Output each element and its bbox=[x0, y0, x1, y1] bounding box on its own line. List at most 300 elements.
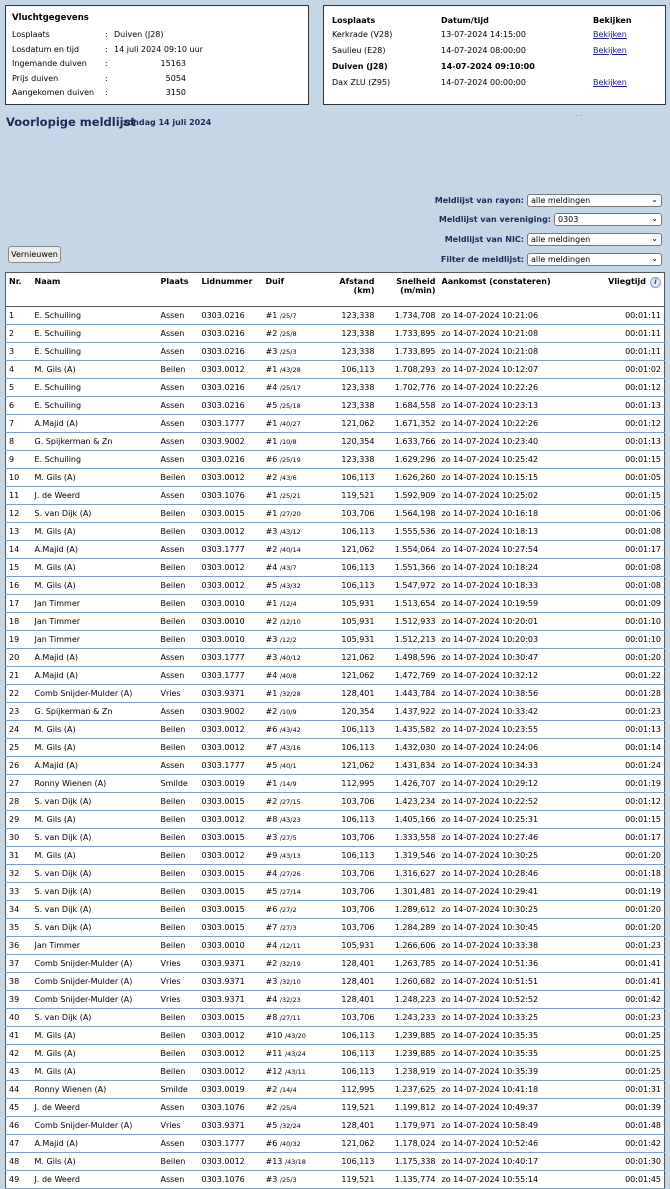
table-row bbox=[6, 577, 665, 595]
cell-duif bbox=[263, 559, 323, 577]
cell-vliegtijd: 00:01:28 bbox=[587, 685, 665, 703]
duif-sub: /25/18 bbox=[279, 402, 301, 410]
duif-number: #1 bbox=[265, 689, 278, 698]
cell-snelheid: 1.626,260 bbox=[378, 469, 439, 487]
cell-snelheid: 1.708,293 bbox=[378, 361, 439, 379]
cell-snelheid: 1.239,885 bbox=[378, 1027, 439, 1045]
cell-aankomst: zo 14-07-2024 10:52:46 bbox=[439, 1135, 587, 1153]
cell-duif bbox=[263, 415, 323, 433]
page-date: zondag 14 juli 2024 bbox=[123, 118, 212, 127]
cell-afstand: 112,995 bbox=[323, 1081, 378, 1099]
cell-afstand: 123,338 bbox=[323, 307, 378, 325]
cell-aankomst: zo 14-07-2024 10:18:24 bbox=[439, 559, 587, 577]
cell-aankomst: zo 14-07-2024 10:22:26 bbox=[439, 415, 587, 433]
cell-snelheid: 1.135,774 bbox=[378, 1171, 439, 1189]
cell-afstand: 103,706 bbox=[323, 919, 378, 937]
duif-sub: /32/10 bbox=[279, 978, 301, 986]
table-row bbox=[6, 325, 665, 343]
flight-info-colon: : bbox=[105, 88, 108, 97]
cell-afstand: 128,401 bbox=[323, 991, 378, 1009]
duif-sub: /43/18 bbox=[284, 1158, 306, 1166]
cell-snelheid: 1.555,536 bbox=[378, 523, 439, 541]
cell-duif bbox=[263, 505, 323, 523]
cell-duif bbox=[263, 325, 323, 343]
cell-afstand: 128,401 bbox=[323, 973, 378, 991]
table-row bbox=[6, 829, 665, 847]
cell-snelheid: 1.248,223 bbox=[378, 991, 439, 1009]
cell-nr: 4 bbox=[6, 361, 32, 379]
cell-aankomst: zo 14-07-2024 10:20:01 bbox=[439, 613, 587, 631]
duif-sub: /27/20 bbox=[279, 510, 301, 518]
filter-select-nic[interactable] bbox=[527, 233, 662, 246]
cell-afstand: 106,113 bbox=[323, 1045, 378, 1063]
filter-selected-value: alle meldingen bbox=[531, 255, 591, 264]
table-row bbox=[6, 667, 665, 685]
filter-select-rayon[interactable] bbox=[527, 194, 662, 207]
duif-sub: /32/24 bbox=[279, 1122, 301, 1130]
table-row bbox=[6, 1045, 665, 1063]
cell-lidnummer: 0303.0012 bbox=[199, 1027, 263, 1045]
cell-nr: 33 bbox=[6, 883, 32, 901]
cell-snelheid: 1.199,812 bbox=[378, 1099, 439, 1117]
cell-plaats: Assen bbox=[158, 757, 199, 775]
cell-lidnummer: 0303.1777 bbox=[199, 667, 263, 685]
cell-plaats: Vries bbox=[158, 1117, 199, 1135]
duif-sub: /25/17 bbox=[279, 384, 301, 392]
cell-naam: M. Gils (A) bbox=[32, 811, 158, 829]
cell-duif bbox=[263, 901, 323, 919]
flight-info-value: Duiven (J28) bbox=[114, 30, 164, 39]
flight-info-label: Ingemande duiven bbox=[12, 59, 87, 68]
cell-duif bbox=[263, 973, 323, 991]
chevron-down-icon: ⌄ bbox=[651, 234, 658, 243]
cell-nr: 45 bbox=[6, 1099, 32, 1117]
cell-afstand: 128,401 bbox=[323, 955, 378, 973]
cell-naam: S. van Dijk (A) bbox=[32, 919, 158, 937]
cell-duif bbox=[263, 1171, 323, 1189]
cell-lidnummer: 0303.0216 bbox=[199, 451, 263, 469]
cell-afstand: 123,338 bbox=[323, 451, 378, 469]
cell-snelheid: 1.734,708 bbox=[378, 307, 439, 325]
duif-sub: /12/10 bbox=[279, 618, 301, 626]
flight-info-label: Losplaats bbox=[12, 30, 50, 39]
cell-vliegtijd: 00:01:10 bbox=[587, 631, 665, 649]
cell-afstand: 106,113 bbox=[323, 577, 378, 595]
cell-lidnummer: 0303.9371 bbox=[199, 955, 263, 973]
cell-duif bbox=[263, 811, 323, 829]
cell-lidnummer: 0303.0015 bbox=[199, 901, 263, 919]
cell-duif bbox=[263, 1027, 323, 1045]
cell-naam: J. de Weerd bbox=[32, 1099, 158, 1117]
refresh-button[interactable]: Vernieuwen bbox=[8, 246, 61, 263]
duif-number: #4 bbox=[265, 383, 278, 392]
table-row bbox=[6, 1081, 665, 1099]
duif-sub: /25/7 bbox=[279, 312, 297, 320]
cell-duif bbox=[263, 739, 323, 757]
cell-aankomst: zo 14-07-2024 10:18:33 bbox=[439, 577, 587, 595]
cell-afstand: 119,521 bbox=[323, 487, 378, 505]
duif-number: #3 bbox=[265, 635, 278, 644]
cell-nr: 39 bbox=[6, 991, 32, 1009]
snelheid-label: Snelheid bbox=[396, 277, 436, 286]
cell-aankomst: zo 14-07-2024 10:30:45 bbox=[439, 919, 587, 937]
duif-number: #5 bbox=[265, 761, 278, 770]
cell-snelheid: 1.684,558 bbox=[378, 397, 439, 415]
cell-plaats: Beilen bbox=[158, 829, 199, 847]
cell-nr: 10 bbox=[6, 469, 32, 487]
cell-naam: E. Schuiling bbox=[32, 397, 158, 415]
table-row bbox=[6, 901, 665, 919]
page-title: Voorlopige meldlijst bbox=[6, 115, 136, 129]
cell-afstand: 121,062 bbox=[323, 667, 378, 685]
cell-naam: J. de Weerd bbox=[32, 487, 158, 505]
view-release-link[interactable]: Bekijken bbox=[593, 46, 627, 55]
cell-vliegtijd: 00:01:17 bbox=[587, 829, 665, 847]
duif-number: #8 bbox=[265, 815, 278, 824]
cell-lidnummer: 0303.0216 bbox=[199, 325, 263, 343]
duif-sub: /43/11 bbox=[284, 1068, 306, 1076]
cell-lidnummer: 0303.1777 bbox=[199, 757, 263, 775]
cell-aankomst: zo 14-07-2024 10:30:25 bbox=[439, 847, 587, 865]
cell-lidnummer: 0303.0012 bbox=[199, 1153, 263, 1171]
cell-afstand: 121,062 bbox=[323, 649, 378, 667]
cell-aankomst: zo 14-07-2024 10:27:46 bbox=[439, 829, 587, 847]
cell-lidnummer: 0303.0015 bbox=[199, 505, 263, 523]
release-datetime: 14-07-2024 00:00:00 bbox=[441, 78, 526, 87]
cell-naam: M. Gils (A) bbox=[32, 1153, 158, 1171]
cell-duif bbox=[263, 1009, 323, 1027]
cell-snelheid: 1.175,338 bbox=[378, 1153, 439, 1171]
snelheid-unit: (m/min) bbox=[400, 286, 436, 295]
flight-info-colon: : bbox=[105, 30, 108, 39]
release-datetime: 13-07-2024 14:15:00 bbox=[441, 30, 526, 39]
cell-naam: M. Gils (A) bbox=[32, 577, 158, 595]
filter-select-vereniging[interactable] bbox=[554, 213, 662, 226]
cell-naam: S. van Dijk (A) bbox=[32, 505, 158, 523]
cell-plaats: Assen bbox=[158, 541, 199, 559]
cell-aankomst: zo 14-07-2024 10:21:06 bbox=[439, 307, 587, 325]
cell-plaats: Beilen bbox=[158, 1009, 199, 1027]
cell-snelheid: 1.263,785 bbox=[378, 955, 439, 973]
info-icon[interactable]: i bbox=[650, 277, 661, 288]
table-row bbox=[6, 991, 665, 1009]
cell-vliegtijd: 00:01:14 bbox=[587, 739, 665, 757]
cell-snelheid: 1.423,234 bbox=[378, 793, 439, 811]
cell-lidnummer: 0303.9371 bbox=[199, 991, 263, 1009]
cell-snelheid: 1.289,612 bbox=[378, 901, 439, 919]
cell-aankomst: zo 14-07-2024 10:18:13 bbox=[439, 523, 587, 541]
duif-sub: /43/12 bbox=[279, 528, 301, 536]
cell-afstand: 106,113 bbox=[323, 721, 378, 739]
results-table bbox=[5, 272, 665, 1189]
cell-duif bbox=[263, 865, 323, 883]
cell-nr: 24 bbox=[6, 721, 32, 739]
duif-sub: /27/15 bbox=[279, 798, 301, 806]
cell-snelheid: 1.633,766 bbox=[378, 433, 439, 451]
cell-nr: 30 bbox=[6, 829, 32, 847]
table-row bbox=[6, 631, 665, 649]
cell-lidnummer: 0303.1777 bbox=[199, 649, 263, 667]
cell-snelheid: 1.238,919 bbox=[378, 1063, 439, 1081]
cell-aankomst: zo 14-07-2024 10:35:39 bbox=[439, 1063, 587, 1081]
cell-snelheid: 1.333,558 bbox=[378, 829, 439, 847]
duif-sub: /43/6 bbox=[279, 474, 297, 482]
cell-naam: E. Schuiling bbox=[32, 325, 158, 343]
cell-naam: M. Gils (A) bbox=[32, 1063, 158, 1081]
table-row bbox=[6, 883, 665, 901]
filter-selected-value: alle meldingen bbox=[531, 196, 591, 205]
table-row bbox=[6, 1171, 665, 1189]
duif-sub: /14/4 bbox=[279, 1086, 297, 1094]
cell-naam: M. Gils (A) bbox=[32, 559, 158, 577]
duif-number: #2 bbox=[265, 329, 278, 338]
duif-sub: /32/28 bbox=[279, 690, 301, 698]
cell-afstand: 112,995 bbox=[323, 775, 378, 793]
filter-selected-value: 0303 bbox=[558, 215, 579, 224]
cell-naam: M. Gils (A) bbox=[32, 361, 158, 379]
flight-info-colon: : bbox=[105, 73, 108, 83]
cell-naam: E. Schuiling bbox=[32, 379, 158, 397]
cell-duif bbox=[263, 649, 323, 667]
cell-snelheid: 1.432,030 bbox=[378, 739, 439, 757]
cell-lidnummer: 0303.0019 bbox=[199, 1081, 263, 1099]
cell-plaats: Assen bbox=[158, 667, 199, 685]
cell-vliegtijd: 00:01:24 bbox=[587, 757, 665, 775]
view-release-link[interactable]: Bekijken bbox=[593, 78, 627, 87]
cell-duif bbox=[263, 703, 323, 721]
cell-nr: 8 bbox=[6, 433, 32, 451]
cell-afstand: 103,706 bbox=[323, 1009, 378, 1027]
cell-vliegtijd: 00:01:11 bbox=[587, 325, 665, 343]
cell-afstand: 106,113 bbox=[323, 469, 378, 487]
cell-nr: 12 bbox=[6, 505, 32, 523]
cell-snelheid: 1.629,296 bbox=[378, 451, 439, 469]
duif-sub: /10/9 bbox=[279, 708, 297, 716]
cell-aankomst: zo 14-07-2024 10:16:18 bbox=[439, 505, 587, 523]
cell-nr: 23 bbox=[6, 703, 32, 721]
cell-nr: 38 bbox=[6, 973, 32, 991]
table-row bbox=[6, 415, 665, 433]
cell-lidnummer: 0303.0015 bbox=[199, 865, 263, 883]
cell-plaats: Assen bbox=[158, 379, 199, 397]
flight-info-value: 3150 bbox=[165, 88, 186, 97]
duif-number: #11 bbox=[265, 1049, 283, 1058]
duif-number: #1 bbox=[265, 437, 278, 446]
table-row bbox=[6, 379, 665, 397]
cell-lidnummer: 0303.1076 bbox=[199, 1099, 263, 1117]
filter-select-meldlijst[interactable] bbox=[527, 253, 662, 266]
duif-sub: /27/11 bbox=[279, 1014, 301, 1022]
cell-afstand: 123,338 bbox=[323, 325, 378, 343]
cell-naam: M. Gils (A) bbox=[32, 739, 158, 757]
cell-vliegtijd: 00:01:08 bbox=[587, 577, 665, 595]
cell-naam: S. van Dijk (A) bbox=[32, 865, 158, 883]
duif-sub: /25/3 bbox=[279, 1176, 297, 1184]
cell-duif bbox=[263, 379, 323, 397]
cell-plaats: Beilen bbox=[158, 937, 199, 955]
table-row bbox=[6, 343, 665, 361]
cell-nr: 47 bbox=[6, 1135, 32, 1153]
cell-aankomst: zo 14-07-2024 10:15:15 bbox=[439, 469, 587, 487]
cell-snelheid: 1.472,769 bbox=[378, 667, 439, 685]
cell-duif bbox=[263, 775, 323, 793]
duif-sub: /43/13 bbox=[279, 852, 301, 860]
duif-sub: /14/9 bbox=[279, 780, 297, 788]
cell-afstand: 121,062 bbox=[323, 757, 378, 775]
cell-aankomst: zo 14-07-2024 10:40:17 bbox=[439, 1153, 587, 1171]
cell-nr: 22 bbox=[6, 685, 32, 703]
cell-vliegtijd: 00:01:12 bbox=[587, 379, 665, 397]
cell-naam: A.Majid (A) bbox=[32, 1135, 158, 1153]
col-aankomst-header: Aankomst (constateren) bbox=[439, 273, 587, 307]
cell-snelheid: 1.243,233 bbox=[378, 1009, 439, 1027]
cell-plaats: Beilen bbox=[158, 1027, 199, 1045]
cell-plaats: Assen bbox=[158, 1135, 199, 1153]
flight-info-title: Vluchtgegevens bbox=[12, 13, 89, 23]
cell-aankomst: zo 14-07-2024 10:38:56 bbox=[439, 685, 587, 703]
cell-vliegtijd: 00:01:48 bbox=[587, 1117, 665, 1135]
flight-info-value: 5054 bbox=[165, 73, 186, 83]
cell-nr: 13 bbox=[6, 523, 32, 541]
cell-nr: 9 bbox=[6, 451, 32, 469]
cell-lidnummer: 0303.9002 bbox=[199, 433, 263, 451]
cell-afstand: 106,113 bbox=[323, 1063, 378, 1081]
duif-sub: /27/14 bbox=[279, 888, 301, 896]
release-points-panel bbox=[323, 5, 666, 105]
filter-row-meldlijst bbox=[441, 252, 662, 267]
cell-snelheid: 1.260,682 bbox=[378, 973, 439, 991]
table-row bbox=[6, 775, 665, 793]
cell-snelheid: 1.239,885 bbox=[378, 1045, 439, 1063]
duif-number: #2 bbox=[265, 707, 278, 716]
cell-nr: 2 bbox=[6, 325, 32, 343]
cell-afstand: 105,931 bbox=[323, 613, 378, 631]
cell-aankomst: zo 14-07-2024 10:55:14 bbox=[439, 1171, 587, 1189]
cell-duif bbox=[263, 1135, 323, 1153]
table-row bbox=[6, 1009, 665, 1027]
cell-aankomst: zo 14-07-2024 10:41:18 bbox=[439, 1081, 587, 1099]
col-afstand-header bbox=[323, 273, 378, 307]
table-row bbox=[6, 937, 665, 955]
cell-duif bbox=[263, 1117, 323, 1135]
flight-info-label: Aangekomen duiven bbox=[12, 88, 95, 97]
cell-lidnummer: 0303.0012 bbox=[199, 577, 263, 595]
cell-vliegtijd: 00:01:09 bbox=[587, 595, 665, 613]
cell-nr: 19 bbox=[6, 631, 32, 649]
cell-naam: Comb Snijder-Mulder (A) bbox=[32, 973, 158, 991]
cell-duif bbox=[263, 919, 323, 937]
table-row bbox=[6, 397, 665, 415]
cell-plaats: Assen bbox=[158, 433, 199, 451]
cell-nr: 17 bbox=[6, 595, 32, 613]
cell-lidnummer: 0303.9371 bbox=[199, 1117, 263, 1135]
cell-vliegtijd: 00:01:42 bbox=[587, 1135, 665, 1153]
cell-vliegtijd: 00:01:06 bbox=[587, 505, 665, 523]
table-row bbox=[6, 307, 665, 325]
cell-naam: Comb Snijder-Mulder (A) bbox=[32, 685, 158, 703]
cell-naam: M. Gils (A) bbox=[32, 721, 158, 739]
release-place: Dax ZLU (Z95) bbox=[332, 78, 391, 87]
cell-plaats: Beilen bbox=[158, 1045, 199, 1063]
cell-aankomst: zo 14-07-2024 10:29:12 bbox=[439, 775, 587, 793]
cell-lidnummer: 0303.0015 bbox=[199, 1009, 263, 1027]
cell-lidnummer: 0303.0012 bbox=[199, 847, 263, 865]
cell-vliegtijd: 00:01:20 bbox=[587, 847, 665, 865]
table-row bbox=[6, 721, 665, 739]
cell-duif bbox=[263, 955, 323, 973]
table-row bbox=[6, 739, 665, 757]
cell-duif bbox=[263, 793, 323, 811]
table-row bbox=[6, 559, 665, 577]
duif-sub: /12/4 bbox=[279, 600, 297, 608]
cell-naam: S. van Dijk (A) bbox=[32, 1009, 158, 1027]
cell-vliegtijd: 00:01:45 bbox=[587, 1171, 665, 1189]
cell-naam: E. Schuiling bbox=[32, 307, 158, 325]
chevron-down-icon: ⌄ bbox=[651, 195, 658, 204]
cell-nr: 37 bbox=[6, 955, 32, 973]
duif-sub: /32/23 bbox=[279, 996, 301, 1004]
view-release-link[interactable]: Bekijken bbox=[593, 30, 627, 39]
cell-lidnummer: 0303.0015 bbox=[199, 829, 263, 847]
cell-plaats: Beilen bbox=[158, 1153, 199, 1171]
cell-vliegtijd: 00:01:15 bbox=[587, 487, 665, 505]
cell-naam: E. Schuiling bbox=[32, 343, 158, 361]
cell-afstand: 103,706 bbox=[323, 505, 378, 523]
cell-plaats: Assen bbox=[158, 415, 199, 433]
cell-duif bbox=[263, 631, 323, 649]
cell-snelheid: 1.179,971 bbox=[378, 1117, 439, 1135]
duif-number: #1 bbox=[265, 779, 278, 788]
cell-aankomst: zo 14-07-2024 10:49:37 bbox=[439, 1099, 587, 1117]
cell-vliegtijd: 00:01:11 bbox=[587, 343, 665, 361]
cell-aankomst: zo 14-07-2024 10:52:52 bbox=[439, 991, 587, 1009]
cell-naam: S. van Dijk (A) bbox=[32, 829, 158, 847]
table-row bbox=[6, 523, 665, 541]
duif-sub: /40/1 bbox=[279, 762, 297, 770]
cell-nr: 5 bbox=[6, 379, 32, 397]
cell-vliegtijd: 00:01:23 bbox=[587, 703, 665, 721]
duif-sub: /40/27 bbox=[279, 420, 301, 428]
table-row bbox=[6, 685, 665, 703]
filter-selected-value: alle meldingen bbox=[531, 235, 591, 244]
cell-plaats: Assen bbox=[158, 1171, 199, 1189]
cell-afstand: 120,354 bbox=[323, 433, 378, 451]
cell-duif bbox=[263, 1063, 323, 1081]
table-row bbox=[6, 505, 665, 523]
cell-nr: 43 bbox=[6, 1063, 32, 1081]
cell-afstand: 106,113 bbox=[323, 361, 378, 379]
cell-naam: E. Schuiling bbox=[32, 451, 158, 469]
cell-vliegtijd: 00:01:05 bbox=[587, 469, 665, 487]
cell-duif bbox=[263, 307, 323, 325]
cell-duif bbox=[263, 829, 323, 847]
cell-plaats: Assen bbox=[158, 487, 199, 505]
cell-afstand: 103,706 bbox=[323, 829, 378, 847]
cell-aankomst: zo 14-07-2024 10:33:42 bbox=[439, 703, 587, 721]
table-row bbox=[6, 541, 665, 559]
cell-lidnummer: 0303.0216 bbox=[199, 397, 263, 415]
table-row bbox=[6, 1027, 665, 1045]
cell-duif bbox=[263, 577, 323, 595]
cell-vliegtijd: 00:01:08 bbox=[587, 559, 665, 577]
cell-lidnummer: 0303.0010 bbox=[199, 631, 263, 649]
cell-lidnummer: 0303.0216 bbox=[199, 343, 263, 361]
cell-snelheid: 1.443,784 bbox=[378, 685, 439, 703]
table-row bbox=[6, 451, 665, 469]
cell-duif bbox=[263, 487, 323, 505]
duif-sub: /25/21 bbox=[279, 492, 301, 500]
vliegtijd-label: Vliegtijd bbox=[608, 277, 646, 286]
